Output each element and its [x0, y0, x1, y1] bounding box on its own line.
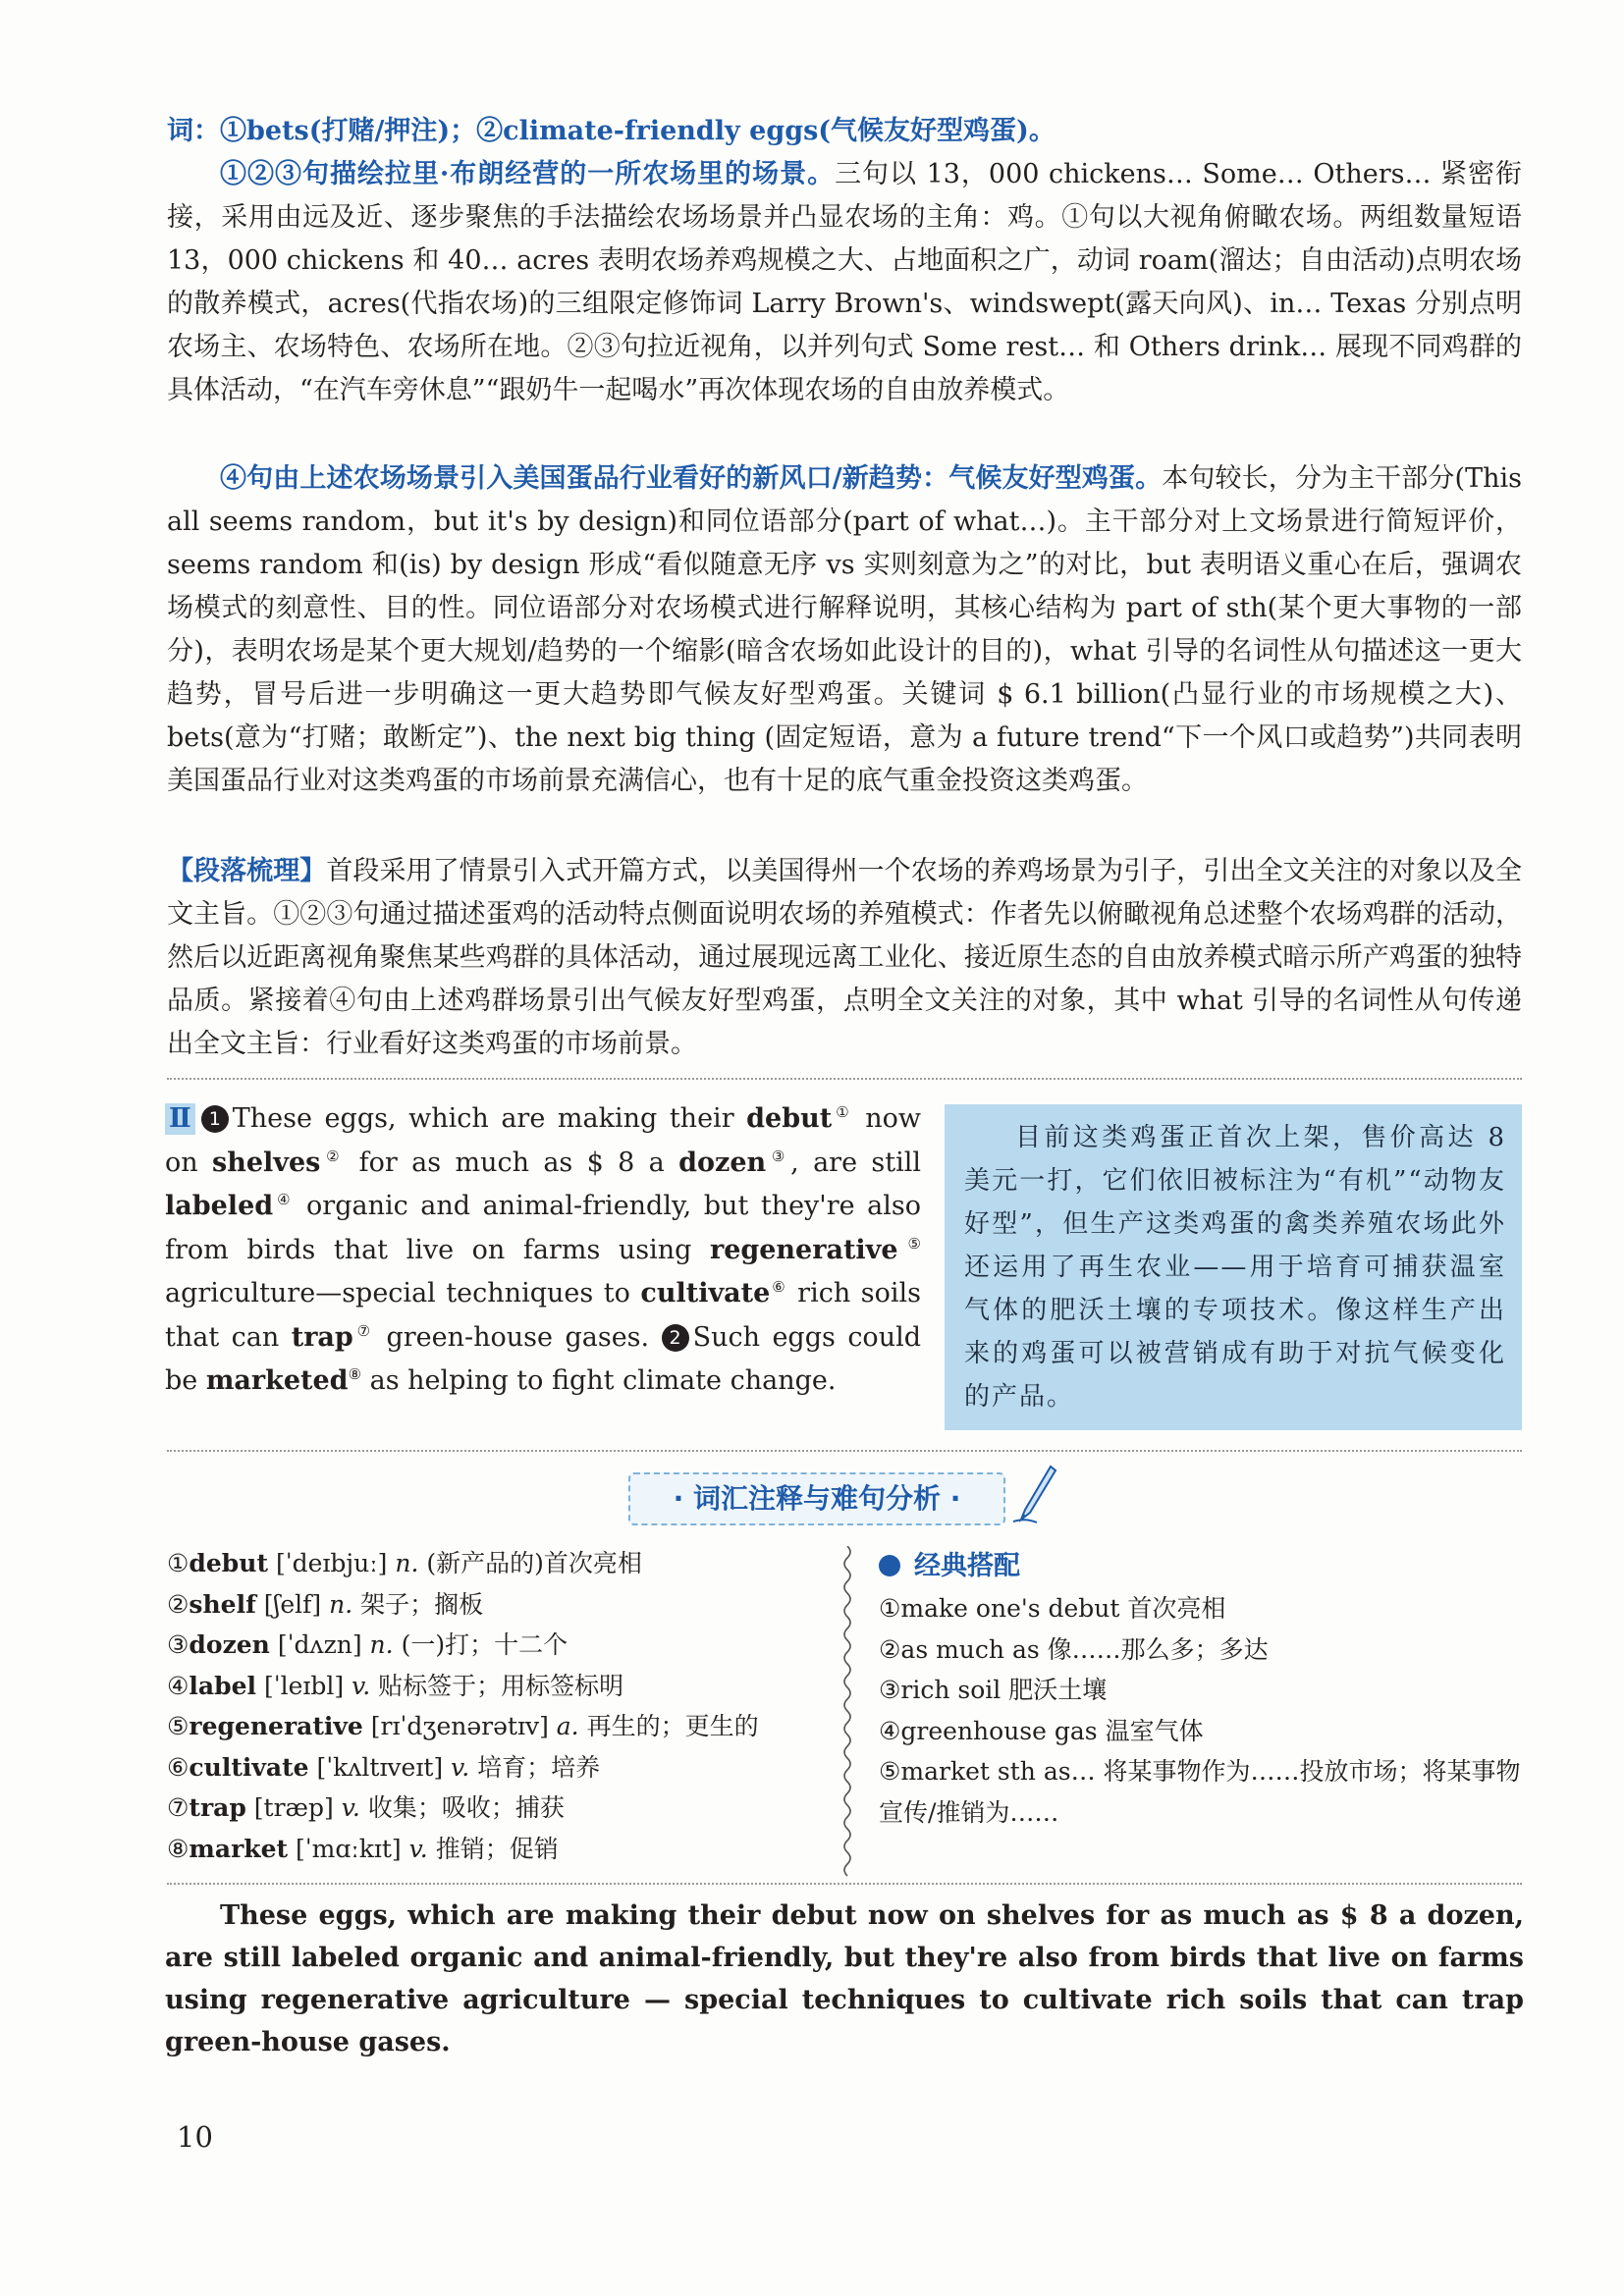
vocab-meaning: 架子；搁板 [360, 1589, 484, 1619]
vocab-pos: a. [556, 1712, 579, 1740]
vocab-num: ③ [167, 1630, 189, 1659]
passage-text: Such eggs could be [165, 1321, 921, 1396]
vocab-item [167, 1788, 815, 1829]
vocab-num: ⑥ [167, 1752, 189, 1782]
passage-text: as helping to fight climate change. [361, 1365, 837, 1396]
note-ref: ② [320, 1147, 346, 1165]
bullet-icon [879, 1555, 900, 1576]
keyword: labeled [165, 1191, 274, 1221]
pen-icon [1011, 1463, 1058, 1525]
vocab-ipa: [rɪˈdʒenərətɪv] [370, 1712, 549, 1740]
vocab-item [167, 1747, 815, 1789]
keyword: shelves [212, 1147, 321, 1178]
divider [167, 1883, 1522, 1885]
vocab-num: ① [167, 1549, 189, 1577]
vocab-ipa: [ˈdeɪbjuː] [275, 1549, 388, 1577]
page-number: 10 [177, 2120, 213, 2154]
para-1-body: 三句以 13，000 chickens… Some… Others… 紧密衔接，采用由远及近、逐步聚焦的手法描绘农场场景并凸显农场的主角：鸡。①句以大视角俯瞰农场。两组数量短语 13，000 chickens 和 40… acres 表明农场养鸡规模之大、占地面积之广，动词 roam(溜达；自由活动)点明农场的散养模式，acres(代指农场)的三组限定修饰词 Larry Brown's、windswept(露天向风)、in… Texas 分别点明农场主、农场特色、农场所在地。②③句拉近视角，以并列句式 Some rest… 和 Others drink… 展现不同鸡群的具体活动，“在汽车旁休息”“跟奶牛一起喝水”再次体现农场的自由放养模式。 [167, 159, 1522, 405]
keywords-line [167, 110, 1522, 153]
summary-label: 【段落梳理】 [167, 856, 327, 886]
note-ref: ① [832, 1103, 853, 1121]
divider [167, 1450, 1522, 1452]
vocab-pos: v. [341, 1793, 360, 1822]
collocation-item: ③rich soil 肥沃土壤 [879, 1676, 1108, 1704]
translation-text: 目前这类鸡蛋正首次上架，售价高达 8 美元一打，它们依旧被标注为“有机”“动物友好型”，但生产这类鸡蛋的禽类养殖农场此外还运用了再生农业——用于培育可捕获温室气体的肥沃土壤的专项技术。像这样生产出来的鸡蛋可以被营销成有助于对抗气候变化的产品。 [964, 1123, 1506, 1412]
keyword: debut [746, 1103, 833, 1134]
keyword: marketed [205, 1365, 349, 1396]
vocab-pos: v. [408, 1834, 428, 1863]
vocab-pos: n. [369, 1630, 394, 1659]
passage-text: agriculture—special techniques to [165, 1278, 641, 1308]
vocab-ipa: [ˈmɑːkɪt] [295, 1834, 402, 1863]
note-ref: ⑥ [770, 1278, 787, 1296]
collocation-title [879, 1545, 1527, 1588]
sentence-marker-2: 2 [662, 1324, 689, 1352]
vocab-word: debut [189, 1549, 269, 1577]
vocab-ipa: [ˈleɪbl] [263, 1671, 345, 1700]
wavy-divider-icon [839, 1546, 855, 1880]
vocab-item [167, 1543, 815, 1584]
vocab-meaning: 收集；吸收；捕获 [367, 1793, 565, 1822]
analysis-para-2 [167, 457, 1522, 803]
vocab-ipa: [træp] [253, 1793, 334, 1822]
vocab-pos: n. [395, 1549, 419, 1577]
note-ref: ⑦ [352, 1321, 375, 1340]
passage-text: rich soils that can [165, 1278, 921, 1353]
vocab-word: label [189, 1671, 257, 1700]
vocab-pos: v. [451, 1752, 470, 1782]
vocab-num: ② [167, 1589, 189, 1619]
para-2-lead: ④句由上述农场场景引入美国蛋品行业看好的新风口/新趋势：气候友好型鸡蛋。 [220, 463, 1163, 494]
collocation-item: ②as much as 像……那么多；多达 [879, 1634, 1269, 1664]
vocab-item [167, 1584, 815, 1626]
summary-body: 首段采用了情景引入式开篇方式，以美国得州一个农场的养鸡场景为引子，引出全文关注的对象以及全文主旨。①②③句通过描述蛋鸡的活动特点侧面说明农场的养殖模式：作者先以俯瞰视角总述整个农场鸡群的活动，然后以近距离视角聚焦某些鸡群的具体活动，通过展现远离工业化、接近原生态的自由放养模式暗示所产鸡蛋的独特品质。紧接着④句由上述鸡群场景引出气候友好型鸡蛋，点明全文关注的对象，其中 what 引导的名词性从句传递出全文主旨：行业看好这类鸡蛋的市场前景。 [167, 856, 1523, 1059]
keyword: dozen [678, 1147, 767, 1178]
vocab-num: ④ [167, 1671, 189, 1700]
paragraph-summary [167, 850, 1522, 1066]
vocab-num: ⑤ [167, 1712, 189, 1740]
vocab-item [167, 1666, 815, 1707]
collocation-item: ⑤market sth as… 将某事物作为……投放市场；将某事物宣传/推销为…… [879, 1757, 1521, 1827]
keyword: cultivate [640, 1278, 771, 1308]
vocab-list [167, 1543, 815, 1869]
vocab-meaning: (新产品的)首次亮相 [426, 1549, 642, 1577]
vocab-word: regenerative [189, 1712, 363, 1740]
vocab-meaning: (一)打；十二个 [401, 1630, 568, 1659]
difficult-sentence: These eggs, which are making their debut now on shelves for as much as $ 8 a dozen, are still labeled organic and animal-friendly, but they're also from birds that live on farms using regenerative agriculture — special techniques to cultivate rich soils that can trap green-house gases. [165, 1900, 1524, 2057]
vocab-word: shelf [189, 1589, 256, 1619]
vocab-meaning: 培育；培养 [477, 1752, 601, 1782]
analysis-para-1 [167, 153, 1522, 412]
collocation-list [879, 1545, 1527, 1833]
vocab-meaning: 再生的；更生的 [586, 1712, 759, 1740]
vocab-word: dozen [189, 1630, 270, 1659]
section-number: Ⅱ [165, 1103, 195, 1135]
passage-text: These eggs, which are making their [232, 1103, 747, 1134]
vocab-word: market [189, 1834, 289, 1863]
passage-section-2 [165, 1097, 921, 1404]
collocation-item: ④greenhouse gas 温室气体 [879, 1716, 1204, 1745]
passage-text: green-house gases. [374, 1321, 662, 1353]
vocab-pos: v. [352, 1671, 371, 1700]
note-ref: ③ [766, 1147, 791, 1165]
vocab-ipa: [ˈdʌzn] [277, 1630, 362, 1659]
keyword: trap [291, 1321, 353, 1353]
keywords-text: 词：①bets(打赌/押注)；②climate-friendly eggs(气候友好型鸡蛋)。 [167, 116, 1056, 146]
note-ref: ⑤ [897, 1234, 921, 1253]
vocab-ipa: [ʃelf] [263, 1589, 322, 1619]
vocab-pos: n. [329, 1589, 353, 1619]
passage-text: now on [165, 1103, 921, 1178]
vocab-section-banner: · 词汇注释与难句分析 · [628, 1472, 1005, 1525]
passage-text: organic and animal-friendly, but they're also from birds that live on farms using [165, 1191, 921, 1265]
para-2-body: 本句较长，分为主干部分(This all seems random，but it's by design)和同位语部分(part of what…)。主干部分对上文场景进行简短评价，seems random 和(is) by design 形成“看似随意无序 vs 实则刻意为之”的对比，but 表明语义重心在后，强调农场模式的刻意性、目的性。同位语部分对农场模式进行解释说明，其核心结构为 part of sth(某个更大事物的一部分)，表明农场是某个更大规划/趋势的一个缩影(暗含农场如此设计的目的)，what 引导的名词性从句描述这一更大趋势，冒号后进一步明确这一更大趋势即气候友好型鸡蛋。关键词 $ 6.1 billion(凸显行业的市场规模之大)、bets(意为“打赌；敢断定”)、the next big thing (固定短语，意为 a future trend“下一个风口或趋势”)共同表明美国蛋品行业对这类鸡蛋的市场前景充满信心，也有十足的底气重金投资这类鸡蛋。 [167, 463, 1522, 796]
vocab-ipa: [ˈkʌltɪveɪt] [316, 1752, 444, 1782]
passage-text: for as much as $ 8 a [345, 1147, 679, 1178]
vocab-item [167, 1706, 815, 1747]
collocation-title-text: 经典搭配 [914, 1551, 1020, 1581]
sentence-marker-1: 1 [201, 1105, 229, 1133]
vocab-meaning: 推销；促销 [435, 1834, 559, 1863]
note-ref: ④ [273, 1191, 295, 1208]
para-1-lead: ①②③句描绘拉里·布朗经营的一所农场里的场景。 [220, 159, 836, 189]
translation-box [945, 1104, 1522, 1430]
vocab-num: ⑦ [167, 1793, 189, 1822]
vocab-meaning: 贴标签于；用标签标明 [378, 1671, 624, 1700]
vocab-num: ⑧ [167, 1834, 189, 1863]
note-ref: ⑧ [348, 1365, 362, 1383]
passage-text: , are still [790, 1147, 922, 1178]
vocab-word: cultivate [189, 1752, 309, 1782]
vocab-item [167, 1625, 815, 1666]
vocab-word: trap [189, 1793, 246, 1822]
divider [167, 1078, 1522, 1080]
collocation-item: ①make one's debut 首次亮相 [879, 1594, 1226, 1623]
keyword: regenerative [709, 1234, 898, 1265]
vocab-item [167, 1829, 815, 1870]
